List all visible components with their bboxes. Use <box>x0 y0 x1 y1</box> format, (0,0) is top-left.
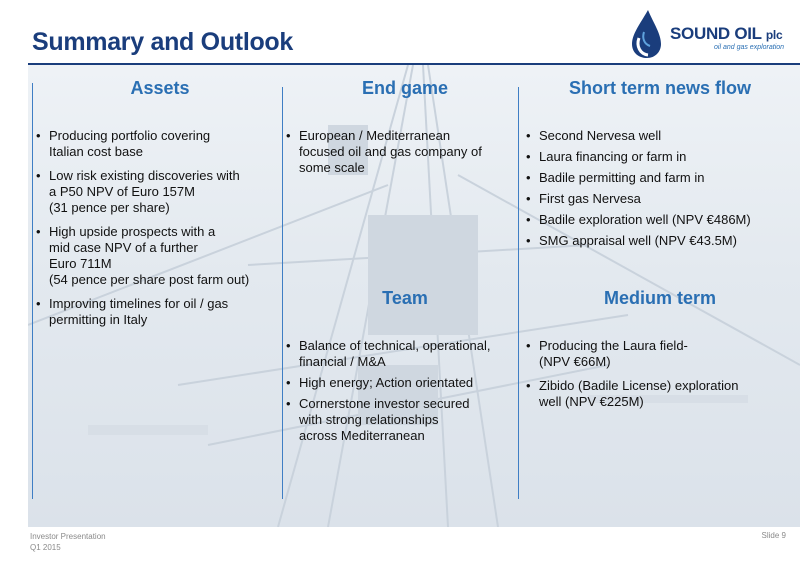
slide-number: Slide 9 <box>761 531 786 540</box>
bullet-line: • Badile exploration well (NPV €486M) <box>539 212 751 227</box>
bullet-line: • First gas Nervesa <box>539 191 641 206</box>
assets-list <box>36 128 286 336</box>
medium-term-heading: Medium term <box>603 288 717 308</box>
bullet-line: • European / Mediterranean <box>299 128 451 143</box>
page-title: Summary and Outlook <box>32 28 294 56</box>
logo-tagline: oil and gas exploration <box>714 44 785 51</box>
assets-heading: Assets <box>130 78 190 98</box>
logo-wordmark: SOUND OIL plc <box>670 24 783 43</box>
bullet-line: mid case NPV of a further <box>49 240 198 255</box>
bullet-item <box>286 375 526 391</box>
bullet-line: (NPV €66M) <box>539 354 611 369</box>
bullet-line: • Balance of technical, operational, <box>299 338 491 353</box>
bullet-line: • High upside prospects with a <box>49 224 216 239</box>
bullet-item <box>526 170 796 186</box>
bullet-line: • Zibido (Badile License) exploration <box>539 378 739 393</box>
short-term-heading: Short term news flow <box>568 78 752 98</box>
bullet-line: across Mediterranean <box>299 428 425 443</box>
bullet-line: (54 pence per share post farm out) <box>49 272 250 287</box>
bullet-item <box>526 378 796 410</box>
bullet-item <box>36 128 286 160</box>
bullet-line: Italian cost base <box>49 144 143 159</box>
footer-presentation-name: Investor Presentation <box>30 532 106 541</box>
bullet-item <box>36 168 286 216</box>
bullet-item <box>526 128 796 144</box>
bullet-item <box>286 396 526 444</box>
end-game-list <box>286 128 526 184</box>
bullet-line: • Cornerstone investor secured <box>299 396 470 411</box>
bullet-line: well (NPV €225M) <box>539 394 644 409</box>
team-list <box>286 338 526 449</box>
short-term-list <box>526 128 796 254</box>
bullet-line: • High energy; Action orientated <box>299 375 474 390</box>
bullet-line: Euro 711M <box>49 256 112 271</box>
bullet-item <box>526 212 796 228</box>
bullet-item <box>36 296 286 328</box>
bullet-item <box>286 128 526 176</box>
bullet-line: a P50 NPV of Euro 157M <box>49 184 195 199</box>
bullet-line: (31 pence per share) <box>49 200 170 215</box>
bullet-item <box>526 149 796 165</box>
bullet-line: • Producing portfolio covering <box>49 128 211 143</box>
bullet-line: focused oil and gas company of <box>299 144 482 159</box>
bullet-item <box>526 233 796 249</box>
bullet-line: • Second Nervesa well <box>539 128 662 143</box>
bullet-line: • Badile permitting and farm in <box>539 170 705 185</box>
bullet-line: • Low risk existing discoveries with <box>49 168 240 183</box>
bullet-item <box>526 191 796 207</box>
bullet-line: • Laura financing or farm in <box>539 149 687 164</box>
oil-drop-icon <box>626 8 666 60</box>
bullet-line: financial / M&A <box>299 354 386 369</box>
bullet-line: permitting in Italy <box>49 312 148 327</box>
bullet-line: • Improving timelines for oil / gas <box>49 296 229 311</box>
footer-date: Q1 2015 <box>30 543 61 552</box>
bullet-item <box>36 224 286 288</box>
bullet-line: with strong relationships <box>299 412 439 427</box>
team-heading: Team <box>382 288 428 308</box>
column-divider-left <box>32 83 33 499</box>
bullet-item <box>286 338 526 370</box>
company-logo <box>626 8 796 62</box>
footer-info <box>30 531 106 553</box>
end-game-heading: End game <box>361 78 449 98</box>
bullet-item <box>526 338 796 370</box>
medium-term-list <box>526 338 796 418</box>
bullet-line: • SMG appraisal well (NPV €43.5M) <box>539 233 737 248</box>
bullet-line: • Producing the Laura field- <box>539 338 688 353</box>
bullet-line: some scale <box>299 160 365 175</box>
